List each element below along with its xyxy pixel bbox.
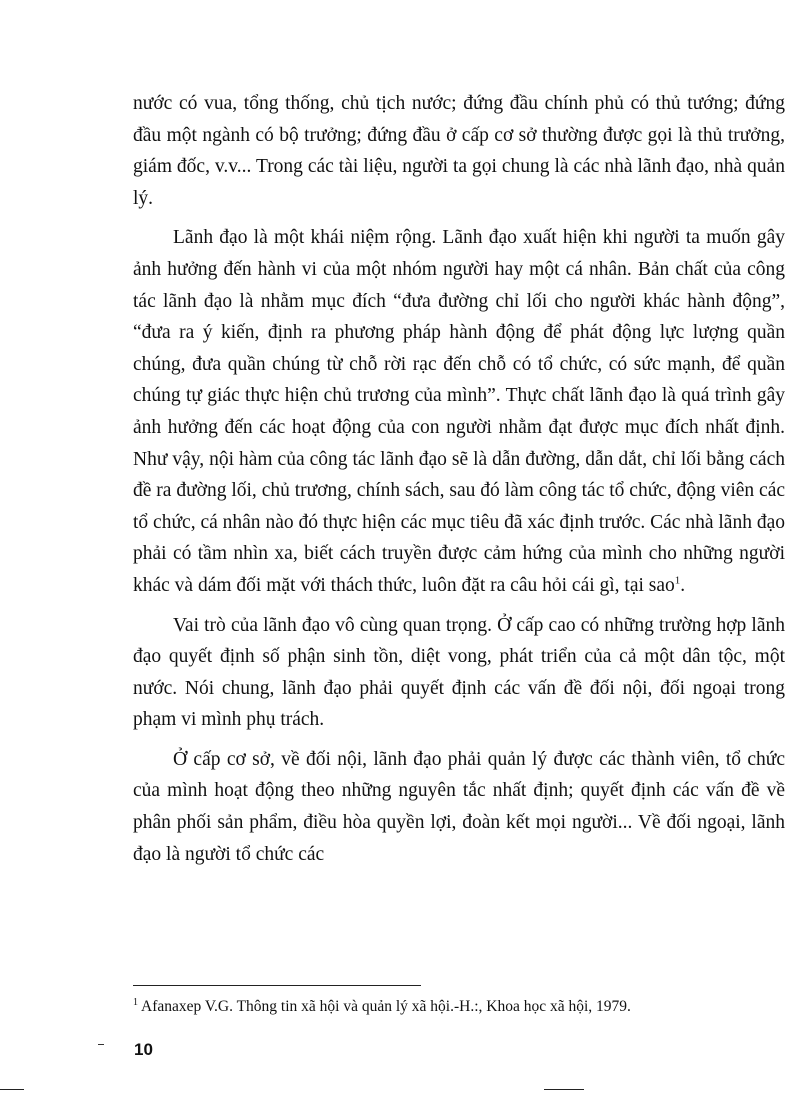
- footnote-text: Afanaxep V.G. Thông tin xã hội và quản lý xã hội.-H.:, Khoa học xã hội, 1979.: [141, 998, 631, 1015]
- paragraph-2-text: Lãnh đạo là một khái niệm rộng. Lãnh đạo xuất hiện khi người ta muốn gây ảnh hưởng đến hành vi của một nhóm người hay một cá nhân. Bản chất của công tác lãnh đạo là nhằm mục đích “đưa đường chỉ lối cho người khác hành động”, “đưa ra ý kiến, định ra phương pháp hành động để phát động lực lượng quần chúng, đưa quần chúng từ chỗ rời rạc đến chỗ có tổ chức, có sức mạnh, để quần chúng tự giác thực hiện chủ trương của mình”. Thực chất lãnh đạo là quá trình gây ảnh hưởng đến các hoạt động của con người nhằm đạt được mục đích nhất định. Như vậy, nội hàm của công tác lãnh đạo sẽ là dẫn đường, dẫn dắt, chỉ lối bằng cách đề ra đường lối, chủ trương, chính sách, sau đó làm công tác tổ chức, động viên các tổ chức, cá nhân nào đó thực hiện các mục tiêu đã xác định trước. Các nhà lãnh đạo phải có tầm nhìn xa, biết cách truyền được cảm hứng của mình cho những người khác và dám đối mặt với thách thức, luôn đặt ra câu hỏi cái gì, tại sao: [133, 227, 785, 596]
- paragraph-2: Lãnh đạo là một khái niệm rộng. Lãnh đạo xuất hiện khi người ta muốn gây ảnh hưởng đến hành vi của một nhóm người hay một cá nhân. Bản chất của công tác lãnh đạo là nhằm mục đích “đưa đường chỉ lối cho người khác hành động”, “đưa ra ý kiến, định ra phương pháp hành động để phát động lực lượng quần chúng, đưa quần chúng từ chỗ rời rạc đến chỗ có tổ chức, có sức mạnh, để quần chúng tự giác thực hiện chủ trương của mình”. Thực chất lãnh đạo là quá trình gây ảnh hưởng đến các hoạt động của con người nhằm đạt được mục đích nhất định. Như vậy, nội hàm của công tác lãnh đạo sẽ là dẫn đường, dẫn dắt, chỉ lối bằng cách đề ra đường lối, chủ trương, chính sách, sau đó làm công tác tổ chức, động viên các tổ chức, cá nhân nào đó thực hiện các mục tiêu đã xác định trước. Các nhà lãnh đạo phải có tầm nhìn xa, biết cách truyền được cảm hứng của mình cho những người khác và dám đối mặt với thách thức, luôn đặt ra câu hỏi cái gì, tại sao$^1$.: [133, 227, 785, 596]
- footnote-divider: [133, 985, 421, 986]
- paragraph-4: Ở cấp cơ sở, về đối nội, lãnh đạo phải quản lý được các thành viên, tổ chức của mình hoạt động theo những nguyên tắc nhất định; quyết định các vấn đề về phân phối sản phẩm, điều hòa quyền lợi, đoàn kết mọi người... Về đối ngoại, lãnh đạo là người tổ chức các: [133, 748, 785, 865]
- page-body: [133, 88, 785, 870]
- footnote: [133, 996, 785, 1018]
- margin-dash: [98, 1044, 104, 1045]
- footnote-marker: 1: [133, 996, 138, 1008]
- edge-mark-right: [544, 1089, 584, 1090]
- paragraph-3: Vai trò của lãnh đạo vô cùng quan trọng. Ở cấp cao có những trường hợp lãnh đạo quyết định số phận sinh tồn, diệt vong, phát triển của cả một dân tộc, một nước. Nói chung, lãnh đạo phải quyết định các vấn đề đối nội, đối ngoại trong phạm vi mình phụ trách.: [133, 614, 785, 731]
- edge-mark-left: [0, 1089, 24, 1090]
- paragraph-1: nước có vua, tổng thống, chủ tịch nước; đứng đầu chính phủ có thủ tướng; đứng đầu một ngành có bộ trưởng; đứng đầu ở cấp cơ sở thường được gọi là thủ trưởng, giám đốc, v.v... Trong các tài liệu, người ta gọi chung là các nhà lãnh đạo, nhà quản lý.: [133, 93, 785, 209]
- page-number: 10: [134, 1040, 153, 1059]
- footnote-reference[interactable]: 1: [674, 574, 681, 587]
